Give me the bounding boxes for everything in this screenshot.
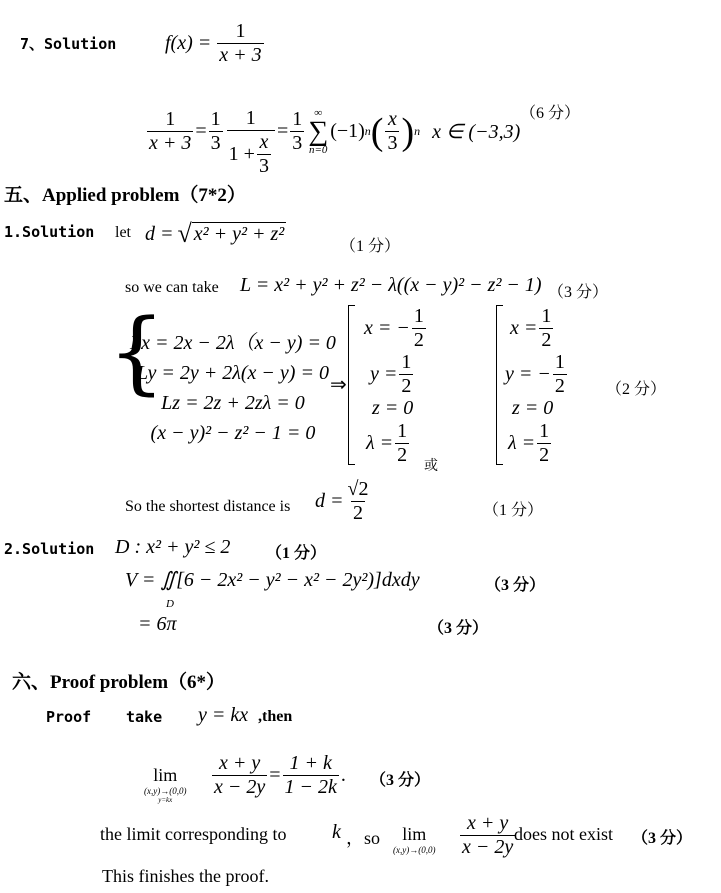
q7-label: 7、Solution [20,35,117,53]
p1-score1: （1 分） [340,238,401,255]
q7-func-den: x + 3 [219,44,262,66]
q7-paren-den: 3 [387,132,398,154]
sol1-y [370,351,415,398]
proof-score2: （3 分） [632,830,693,847]
proof-not-exist: does not exist [514,824,613,844]
sol2-l-num: 1 [539,420,550,442]
proof-label: Proof [46,708,92,726]
q7-inner-den-frac-num: x [259,131,269,153]
p1-equation-system [130,328,336,448]
p2-d-subscript: D [166,598,174,610]
p1-d-eq: d = [315,490,344,512]
limit1-dot: . [340,764,346,786]
q7-third-num: 1 [292,108,303,130]
q7-inner-fraction [227,107,275,178]
q7-func-lhs: f(x) = [165,32,212,54]
limit1-operator [144,765,186,804]
proof-so: ，so [346,828,381,848]
p1-eq-constraint: (x − y)² − z² − 1 = 0 [150,422,316,444]
q7-paren-open: ( [370,110,384,153]
p2-score1: （1 分） [266,545,327,562]
sol2-y-pre: y = − [505,363,551,385]
q7-func-fraction [217,20,263,67]
q7-function [165,20,266,67]
sol1-l-num: 1 [397,420,408,442]
sqrt-symbol: √ [177,219,192,248]
sol1-x [364,305,428,352]
sol2-x-num: 1 [541,305,552,327]
sol2-x [510,305,555,352]
p1-take-text: so we can take [125,279,219,296]
limit2-num: x + y [467,812,509,834]
q7-eq2: = [276,120,289,142]
sol1-z: z = 0 [372,397,414,419]
q7-sum-bot: n=0 [308,144,328,157]
q7-func-num: 1 [235,20,246,42]
sol1-y-den: 2 [401,375,412,397]
sol1-x-den: 2 [413,329,424,351]
p1-distance [315,478,372,525]
limit2-den: x − 2y [462,836,514,858]
limit1-frac [212,752,267,799]
limit1-den: x − 2y [214,776,266,798]
sol1-y-num: 1 [401,351,412,373]
p1-eq-ly: Ly = 2y + 2λ(x − y) = 0 [136,362,329,384]
p1-label: 1.Solution [4,223,95,241]
sol2-y-num: 1 [554,351,565,373]
q7-third-den: 3 [292,132,303,154]
q7-summation [308,107,328,156]
q7-sum-sym: ∑ [308,115,329,147]
sol2-bracket [496,305,503,465]
p1-score2: （3 分） [548,284,609,301]
q7-lhs-den: x + 3 [149,132,192,154]
q7-one-third-den: 3 [210,132,221,154]
q7-third [290,108,304,155]
sol2-x-pre: x = [510,317,538,339]
q7-paren-exp: n [414,124,421,138]
q7-inner-den-pre: 1 + [228,143,255,165]
section6-title: 六、Proof problem（6*） [12,672,226,693]
q7-sign-exp: n [364,124,371,138]
proof-substitution: y = kx [198,704,249,726]
proof-then: ,then [258,708,293,725]
proof-k-var: k [332,821,341,843]
proof-sentence-pre: the limit corresponding to [100,824,287,844]
sol2-lambda [508,420,553,467]
limit1-result-frac [283,752,339,799]
p1-eq-lz: Lz = 2z + 2zλ = 0 [161,392,305,414]
q7-sign: (−1) [330,120,365,142]
p1-radicand: x² + y² + z² [193,223,285,245]
p1-let: let [115,224,131,241]
q7-sum-top: ∞ [314,106,323,119]
sol2-l-den: 2 [539,444,550,466]
sol2-z: z = 0 [512,397,554,419]
p1-score4: （1 分） [483,502,544,519]
proof-finish: This finishes the proof. [102,866,269,886]
p2-score2: （3 分） [485,577,546,594]
p2-volume-integral: V = ∬[6 − 2x² − y² − x² − 2y²)]dxdy [125,569,420,591]
q7-inner-den [227,130,275,178]
limit1-sub2: y=kx [158,796,173,804]
p1-score3: （2 分） [606,381,667,398]
q7-series-expansion [145,85,520,178]
proof-score1: （3 分） [370,772,431,789]
sol2-x-den: 2 [541,329,552,351]
limit1-eq: = [269,764,281,786]
p2-label: 2.Solution [4,540,95,558]
q7-one-third-num: 1 [210,108,221,130]
sol2-y-frac [553,351,567,398]
q7-lhs-num: 1 [165,108,176,130]
q7-domain: x ∈ (−3,3) [432,121,521,143]
limit1-result-den: 1 − 2k [284,776,337,798]
q7-paren-fraction [385,108,399,155]
limit1-sub1: (x,y)→(0,0) [144,786,187,796]
sol1-bracket [348,305,355,465]
limit2-frac [460,812,515,859]
limit1-word: lim [153,765,178,785]
q7-score: （6 分） [520,105,581,122]
q7-inner-den-frac [257,131,271,178]
section5-title: 五、Applied problem（7*2） [4,185,246,206]
p2-domain: D : x² + y² ≤ 2 [115,536,231,558]
system-left-brace: { [108,300,166,405]
p2-score3: （3 分） [428,620,489,637]
p1-shortest-text: So the shortest distance is [125,498,291,515]
sol1-x-frac [412,305,426,352]
p2-result: = 6π [138,613,177,635]
p1-dist-den: 2 [352,502,363,524]
p1-lagrangian: L = x² + y² + z² − λ((x − y)² − z² − 1) [240,274,542,296]
sol2-y-den: 2 [554,375,565,397]
limit2-word: lim [402,824,427,844]
limit2-sub: (x,y)→(0,0) [393,845,436,855]
p1-eq-lx: Lx = 2x − 2λ（x − y) = 0 [130,332,336,354]
sol2-l-frac [537,420,551,467]
sol1-x-num: 1 [413,305,424,327]
proof-take: take [126,708,163,726]
sol1-y-pre: y = [370,363,398,385]
q7-inner-num: 1 [245,107,256,129]
p1-d-definition [145,219,286,249]
p1-implies: ⇒ [330,374,347,396]
sol2-y [505,351,569,398]
or-word: 或 [424,458,438,474]
p1-d-lhs: d = [145,222,174,245]
q7-paren-num: x [388,108,397,130]
p1-dist-frac [346,478,371,525]
limit1-result-num: 1 + k [289,752,332,774]
sol1-l-den: 2 [397,444,408,466]
sol1-l-pre: λ = [366,432,394,454]
limit2-expression [458,812,517,859]
limit1-expression [210,752,346,799]
q7-paren-close: ) [401,110,415,153]
sol1-y-frac [399,351,413,398]
q7-lhs-fraction [147,108,193,155]
p1-dist-num: √2 [347,478,369,500]
sol2-x-frac [539,305,553,352]
limit1-num: x + y [219,752,261,774]
sol2-l-pre: λ = [508,432,536,454]
sol1-lambda [366,420,411,467]
sol1-x-pre: x = − [364,317,410,339]
q7-eq1: = [195,120,207,142]
sol1-l-frac [395,420,409,467]
limit2-operator [393,824,435,855]
q7-inner-den-frac-den: 3 [258,155,269,177]
q7-one-third [209,108,223,155]
